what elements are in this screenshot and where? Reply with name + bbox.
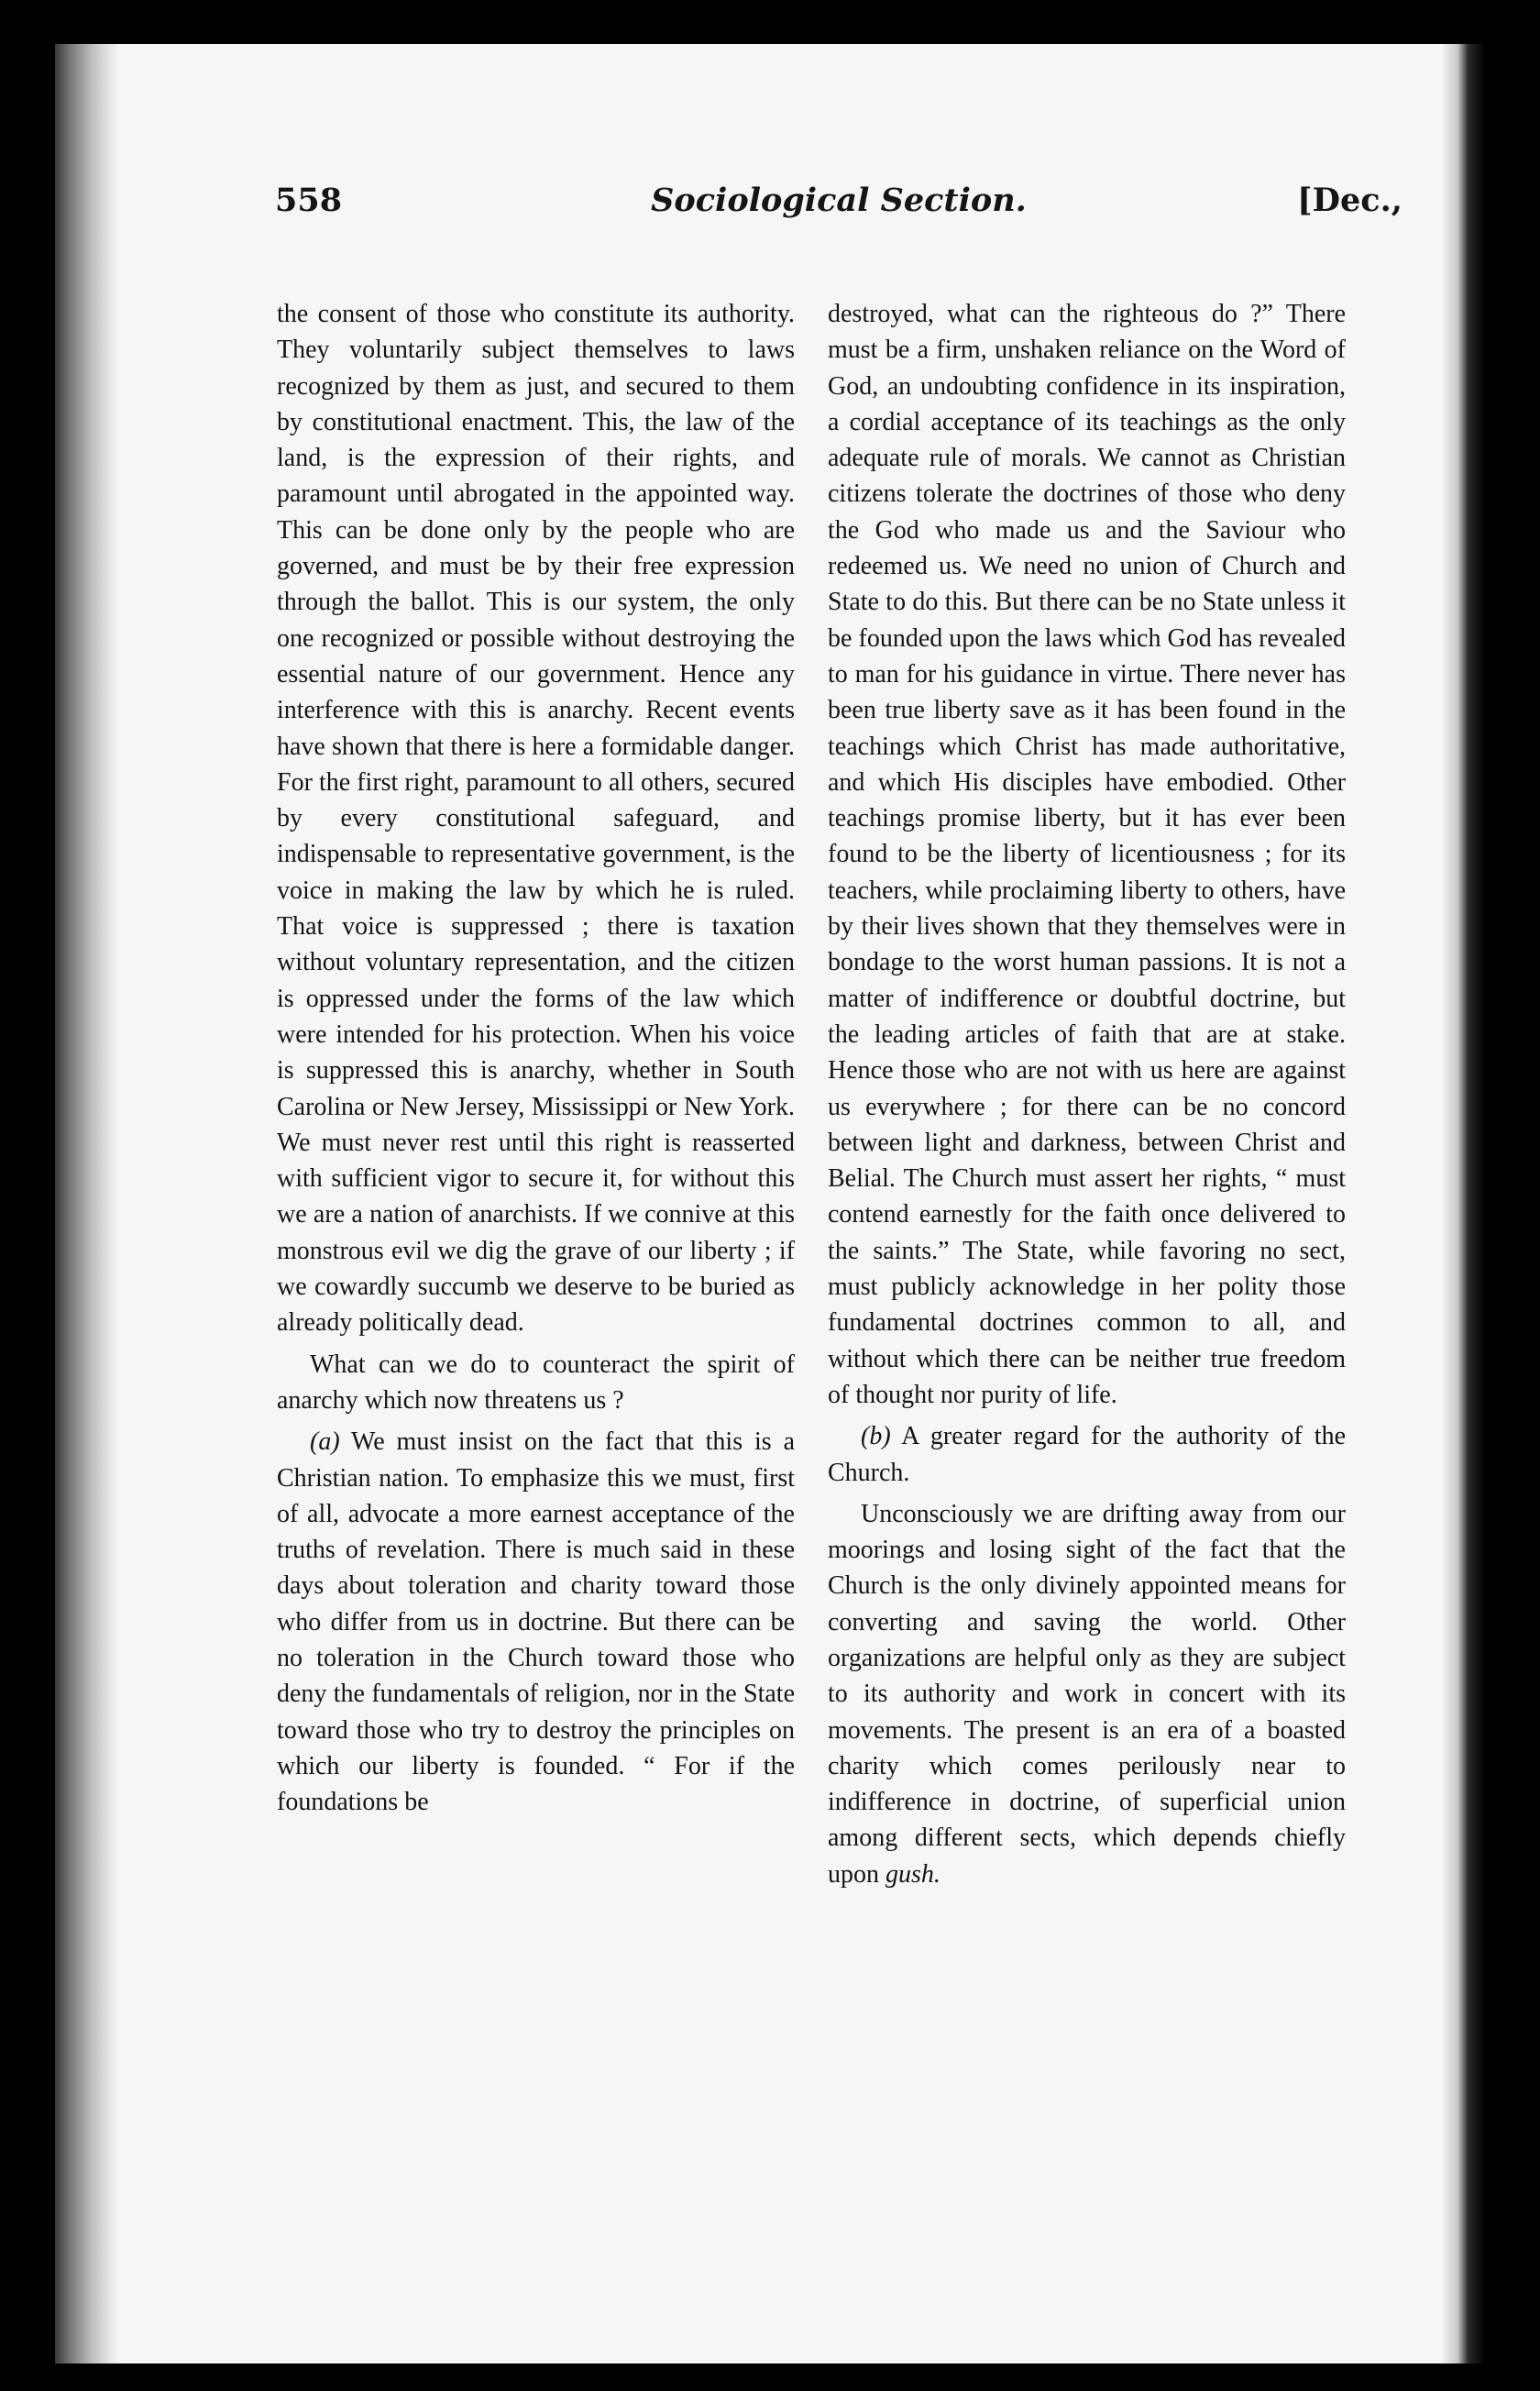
left-paragraph-3 [277,1424,795,1820]
page-edge-shadow [1443,44,1485,2363]
page-number: 558 [275,182,343,219]
left-paragraph-3-text: We must insist on the fact that this is a Christian nation. To emphasize this we must, first of all, advocate a more earnest acceptance of the truths of revelation. There is much said in these days about toleration and charity toward those who differ from us in doctrine. But there can be no toleration in the Church toward those who deny the fundamentals of religion, nor in the State toward those who try to destroy the principles on which our liberty is founded. “ For if the foundations be [277,1427,795,1817]
list-marker-b: (b) [861,1422,891,1451]
right-paragraph-2 [828,1418,1346,1491]
book-page [55,44,1485,2363]
right-paragraph-3 [828,1496,1346,1892]
emphasized-word: gush. [886,1859,940,1889]
section-title: Sociological Section. [651,182,1027,219]
page-gutter-shadow [55,44,119,2363]
list-marker-a: (a) [310,1427,340,1457]
running-head-month: [Dec., [1297,182,1402,219]
right-paragraph-3-text: Unconsciously we are drifting away from our moorings and losing sight of the fact that the Church is the only divinely appointed means for converting and saving the world. Other organizations are helpful only as they are subject to its authority and work in concert with its movements. The present is an era of a boasted charity which comes perilously near to indifference in doctrine, of superficial union among different sects, which depends chiefly upon [828,1499,1346,1889]
left-paragraph-1: the consent of those who constitute its authority. They voluntarily subject themselves to laws recognized by them as just, and secured to them by constitutional enactment. This, the law of the land, is the expression of their rights, and paramount until abrogated in the appointed way. This can be done only by the people who are governed, and must be by their free expression through the ballot. This is our system, the only one recognized or possible without destroying the essential nature of our government. Hence any interference with this is anarchy. Recent events have shown that there is here a formidable danger. For the first right, paramount to all others, secured by every constitutional safeguard, and indispensable to representative government, is the voice in making the law by which he is ruled. That voice is suppressed ; there is taxation without voluntary representation, and the citizen is oppressed under the forms of the law which were intended for his protection. When his voice is suppressed this is anarchy, whether in South Carolina or New Jersey, Mississippi or New York. We must never rest until this right is reasserted with sufficient vigor to secure it, for without this we are a nation of anarchists. If we connive at this monstrous evil we dig the grave of our liberty ; if we cowardly succumb we deserve to be buried as already politically dead. [277,300,795,1338]
right-column [828,296,1346,2249]
left-paragraph-2: What can we do to counteract the spirit of anarchy which now threatens us ? [277,1350,795,1415]
left-column [277,296,795,2249]
right-paragraph-2-text: A greater regard for the authority of the Church. [828,1422,1346,1487]
running-head [275,182,1402,237]
right-paragraph-1: destroyed, what can the righteous do ?” There must be a firm, unshaken reliance on the Word of God, an undoubting confidence in its inspiration, a cordial acceptance of its teachings as the only adequate rule of morals. We cannot as Christian citizens tolerate the doctrines of those who deny the God who made us and the Saviour who redeemed us. We need no union of Church and State to do this. But there can be no State unless it be founded upon the laws which God has revealed to man for his guidance in virtue. There never has been true liberty save as it has been found in the teachings which Christ has made authoritative, and which His disciples have embodied. Other teachings promise liberty, but it has ever been found to be the liberty of licentiousness ; for its teachers, while proclaiming liberty to others, have by their lives shown that they themselves were in bondage to the worst human passions. It is not a matter of indifference or doubtful doctrine, but the leading articles of faith that are at stake. Hence those who are not with us here are against us everywhere ; for there can be no concord between light and darkness, between Christ and Belial. The Church must assert her rights, “ must contend earnestly for the faith once delivered to the saints.” The State, while favoring no sect, must publicly acknowledge in her polity those fundamental doctrines common to all, and without which there can be neither true freedom of thought nor purity of life. [828,300,1346,1409]
